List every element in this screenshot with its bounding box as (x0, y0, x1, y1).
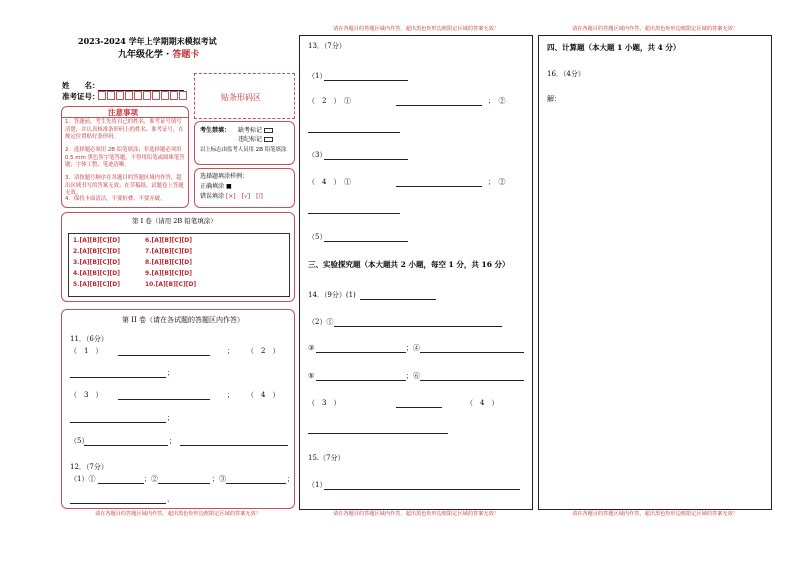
q11-sep-2: ； (167, 369, 174, 377)
q14-answer-3[interactable] (316, 352, 406, 353)
q13-answer-4a[interactable] (396, 186, 482, 187)
notice-item-3: 3．请按题号顺序在各题目的答题区域内作答，超出区域书写的答案无效；在草稿纸、试题卷上答题无效。 (65, 175, 184, 197)
choice-q2[interactable]: 2.[A][B][C][D] (73, 248, 120, 255)
exam-marks-label: 考生禁填： (200, 127, 231, 134)
violation-checkbox[interactable] (264, 137, 273, 142)
name-label: 姓 名： (62, 81, 100, 90)
q12-answer-4[interactable] (70, 503, 166, 504)
q11-sep-5: ； (169, 437, 176, 445)
choice-grid (68, 233, 290, 297)
q12-sep: ； (287, 475, 294, 483)
q12-comma: ， (167, 495, 174, 503)
q13-l4b: ； ② (488, 178, 506, 186)
subtitle-answer-card: 答题卡 (172, 50, 200, 60)
q14-answer-2[interactable] (334, 326, 502, 327)
choice-q6[interactable]: 6.[A][B][C][D] (145, 237, 192, 244)
q13-answer-2a[interactable] (396, 105, 482, 106)
q14-l4: ；④ (406, 344, 420, 352)
q13-answer-4b[interactable] (308, 213, 400, 214)
notice-item-1: 1．答题前，考生先将自己的姓名，准考证号填写清楚，并认真核准条形码上的姓名、准考证号，在规定位置贴好条形码。 (65, 119, 184, 141)
q14-l3: ③ (308, 344, 315, 352)
q14-answer-5[interactable] (316, 380, 406, 381)
subtitle-prefix: 九年级化学 · (118, 50, 173, 60)
absent-label: 缺考标记 (238, 128, 273, 134)
q11-p1: （ 1 ） (70, 347, 103, 355)
q11-answer-1[interactable] (118, 355, 210, 356)
q11-sep-4: ； (167, 414, 174, 422)
barcode-label: 贴条形码区 (221, 93, 261, 102)
violation-label: 违纪标记 (238, 137, 273, 143)
section2-box (61, 309, 295, 509)
correct-fill: 正确填涂 ■ (200, 183, 232, 190)
col3-answer-box (538, 35, 772, 510)
col2-answer-box (299, 35, 533, 510)
q11-p3: （ 3 ） (70, 391, 103, 399)
q11-answer-5b[interactable] (180, 445, 288, 446)
q14-p3: （ 3 ） (308, 399, 341, 407)
wrong-fill-marks: [×] [√] [/] (225, 193, 263, 200)
q14-label: 14．（9分）(1) (308, 291, 356, 299)
notice-box (61, 106, 189, 208)
q13-answer-3[interactable] (324, 159, 408, 160)
q13-answer-1[interactable] (324, 80, 408, 81)
q13-l1: （1） (308, 72, 327, 80)
choice-q4[interactable]: 4.[A][B][C][D] (73, 270, 120, 277)
q13-label: 13．（7分） (308, 42, 346, 50)
correct-fill-mark-icon: ■ (225, 183, 232, 190)
notice-item-2: 2．选择题必须用 2B 铅笔填涂；非选择题必须用 0.5 mm 黑色签字笔答题，不得用铅笔或圆珠笔答题；字体工整、笔迹清晰。 (65, 147, 185, 169)
choice-q1[interactable]: 1.[A][B][C][D] (73, 237, 120, 244)
q12-label: 12．（7分） (70, 463, 108, 471)
q11-sep-1: ； (227, 347, 234, 355)
exam-marks-box (194, 121, 295, 165)
q15-label: 15.（7分） (308, 454, 345, 462)
exam-id-label: 准考证号： (62, 92, 100, 101)
q14-l6: ；⑥ (406, 372, 420, 380)
q11-p5: （5） (70, 437, 89, 445)
q13-l5: （5） (308, 233, 327, 241)
col3-top-warning: 请在各题目的答题区域内作答，超出黑色矩形边框限定区域的答案无效！ (571, 26, 738, 32)
notice-title: 注意事项 (108, 108, 138, 117)
col2-bottom-warning: 请在各题目的答题区域内作答，超出黑色矩形边框限定区域的答案无效！ (332, 511, 499, 517)
col2-top-warning: 请在各题目的答题区域内作答，超出黑色矩形边框限定区域的答案无效！ (332, 26, 499, 32)
choice-q8[interactable]: 8.[A][B][C][D] (145, 259, 192, 266)
q14-answer-1[interactable] (360, 299, 436, 300)
choice-q5[interactable]: 5.[A][B][C][D] (73, 281, 120, 288)
q13-answer-5[interactable] (324, 241, 408, 242)
barcode-area (194, 73, 295, 119)
section2-title: 第 II 卷（请在各试题的答题区内作答） (122, 316, 244, 324)
section4-title: 四、计算题（本大题 1 小题，共 4 分） (547, 43, 681, 52)
q15-answer-1[interactable] (324, 489, 520, 490)
fill-example-title: 选择题填涂样例： (200, 173, 249, 180)
fill-example-box (194, 168, 295, 208)
exam-subtitle (118, 51, 199, 60)
q13-l4: （ 4 ） ① (308, 178, 351, 186)
q13-l3: （3） (308, 151, 327, 159)
q14-answer-p4[interactable] (308, 433, 448, 434)
exam-marks-note: 以上标志由监考人员用 2B 铅笔填涂 (200, 147, 287, 153)
wrong-fill: 错误填涂 [×] [√] [/] (200, 193, 263, 200)
notice-item-4: 4．保持卡面清洁，不要折叠、不要弄破。 (65, 196, 166, 202)
q11-p4: （ 4 ） (247, 391, 280, 399)
q12-answer-2[interactable] (158, 483, 210, 484)
q11-answer-3[interactable] (118, 399, 210, 400)
q11-answer-5a[interactable] (84, 445, 168, 446)
q14-p4: （ 4 ） (466, 399, 499, 407)
q12-c2: ；② (144, 475, 158, 483)
section3-title: 三、实验探究题（本大题共 2 小题，每空 1 分，共 16 分） (308, 260, 510, 269)
q11-label: 11．（6分） (70, 335, 108, 343)
q12-c1: （1）① (70, 475, 96, 483)
choice-q10[interactable]: 10.[A][B][C][D] (145, 281, 197, 288)
solution-label: 解： (547, 95, 561, 103)
q11-sep-3: ； (227, 391, 234, 399)
col1-bottom-warning: 请在各题目的答题区域内作答，超出黑色矩形边框限定区域的答案无效！ (94, 511, 261, 517)
col3-bottom-warning: 请在各题目的答题区域内作答，超出黑色矩形边框限定区域的答案无效！ (571, 511, 738, 517)
choice-q3[interactable]: 3.[A][B][C][D] (73, 259, 120, 266)
absent-checkbox[interactable] (264, 128, 273, 133)
q16-label: 16．（4分） (547, 70, 585, 78)
q12-answer-3[interactable] (226, 483, 286, 484)
q12-c3: ；③ (212, 475, 226, 483)
q13-l2b: ； ② (488, 97, 506, 105)
choice-q7[interactable]: 7.[A][B][C][D] (145, 248, 192, 255)
q14-answer-6[interactable] (420, 380, 524, 381)
q14-answer-p3[interactable] (396, 407, 442, 408)
choice-q9[interactable]: 9.[A][B][C][D] (145, 270, 192, 277)
q12-answer-1[interactable] (98, 483, 144, 484)
q11-answer-2[interactable] (70, 377, 166, 378)
q11-answer-4[interactable] (70, 422, 166, 423)
q14-l5: ⑤ (308, 372, 315, 380)
section1-box (61, 212, 295, 302)
q14-answer-4[interactable] (420, 352, 524, 353)
section1-title: 第 I 卷（请用 2B 铅笔填涂） (132, 217, 217, 225)
q11-p2: （ 2 ） (247, 347, 280, 355)
exam-title: 2023-2024 学年上学期期末模拟考试 (78, 36, 217, 46)
q13-l2: （ 2 ） ① (308, 97, 351, 105)
q13-answer-2b[interactable] (308, 132, 400, 133)
q15-l1: （1） (308, 481, 327, 489)
q14-l2: （2）① (308, 318, 334, 326)
